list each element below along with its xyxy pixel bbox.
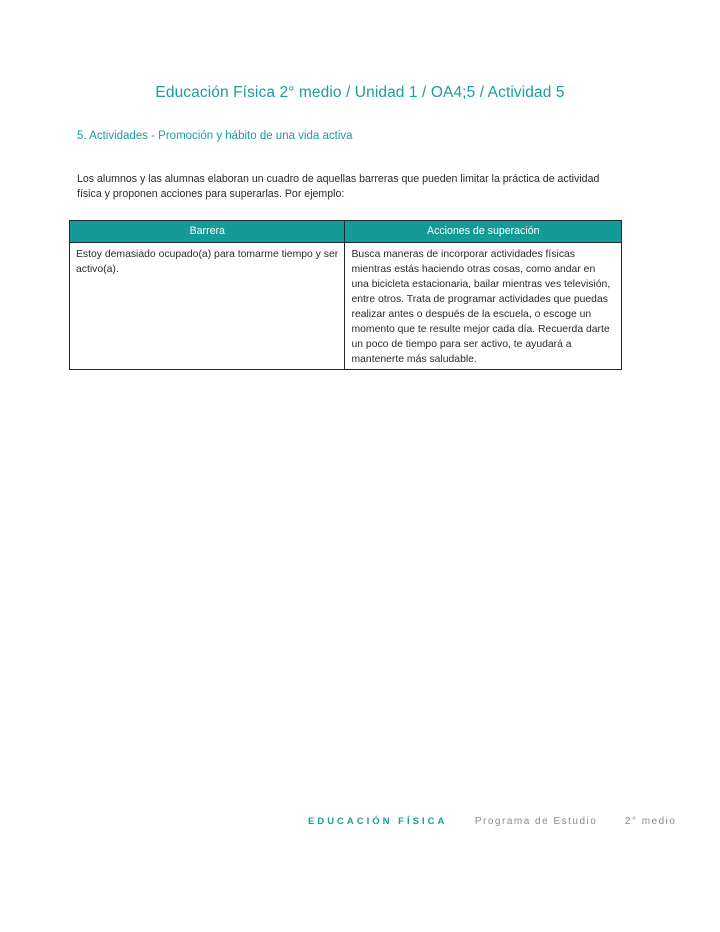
footer-subject: EDUCACIÓN FÍSICA (308, 816, 448, 827)
page-footer (308, 816, 676, 827)
barriers-table (69, 220, 622, 370)
footer-program: Programa de Estudio (474, 816, 598, 827)
column-header-acciones: Acciones de superación (345, 221, 622, 243)
page-title: Educación Física 2° medio / Unidad 1 / OA4;5 / Actividad 5 (155, 84, 565, 101)
table-header-row (70, 221, 622, 243)
table-row (70, 243, 622, 370)
intro-paragraph: Los alumnos y las alumnas elaboran un cuadro de aquellas barreras que pueden limitar la práctica de actividad física y proponen acciones para superarlas. Por ejemplo: (77, 173, 600, 200)
cell-barrera: Estoy demasiado ocupado(a) para tomarme tiempo y ser activo(a). (70, 243, 345, 370)
cell-acciones: Busca maneras de incorporar actividades físicas mientras estás haciendo otras cosas, como andar en una bicicleta estacionaria, bailar mientras ves televisión, entre otros. Trata de programar actividades que puedas realizar antes o después de la escuela, o escoge un momento que te resulte mejor cada día. Recuerda darte un poco de tiempo para ser activo, te ayudará a mantenerte más saludable. (345, 243, 622, 370)
footer-level: 2° medio (624, 816, 677, 827)
column-header-barrera: Barrera (70, 221, 345, 243)
section-heading: 5. Actividades - Promoción y hábito de una vida activa (77, 130, 353, 142)
